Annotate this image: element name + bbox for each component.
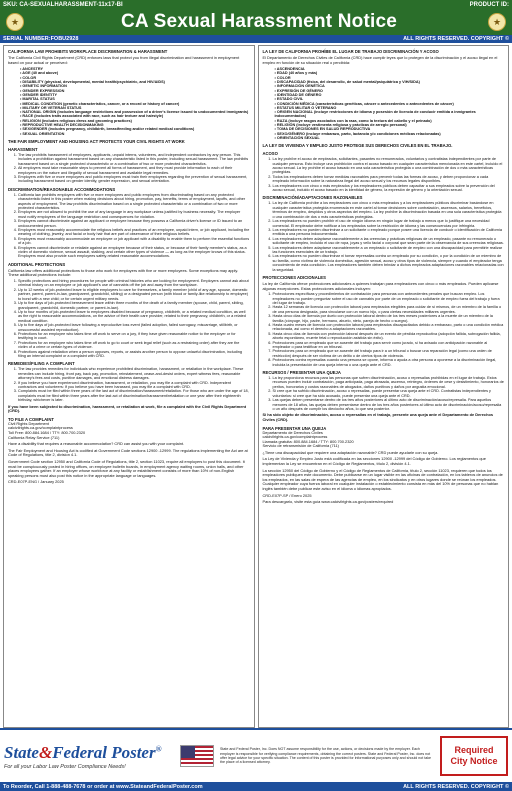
protected-basis-item: • MARITAL STATUS [20,97,250,101]
protected-basis-item: • IDENTIDAD DE GÉNERO [275,93,505,97]
list-item: 3. Las quejas deben presentarse dentro de los tres años posteriores al último acto de discriminación/acoso/represalia. Para aquellos menores de 18 años, las quejas deben presentarse dentro de los tres años posteriores al último acto de discriminación/acoso/represalia o un año después de cumplir los dieciocho años, lo que sea posterior. [273,398,505,411]
poster-title: CA Sexual Harassment Notice [120,11,398,32]
contact-line: Civil Rights Department [8,420,49,426]
section-heading: LA LEY DE VIVIENDA Y EMPLEO JUSTO PROTEGE SUS DERECHOS CIVILES EN EL TRABAJO. [262,143,453,149]
reorder-bar [0,782,512,791]
section-heading: RECURSOS / PRESENTAR UNA QUEJA [262,370,341,376]
protections-intro: California law offers additional protections to those who work for employers with five or more employees. Some exceptions may apply. These additional protections include: [8,267,239,278]
list-item: 1. La ley de California prohíbe a los empleadores con cinco o más empleados y a los empleadores públicos discriminar basándose en cualquier característica protegida enumerada en este cartel al tomar decisiones sobre contratación, ascensos, salarios, beneficios, términos de empleo, despidos y otros aspectos del empleo. La ley prohíbe la discriminación basada en una sola característica protegida o una combinación de dos o más características protegidas. [273,201,505,219]
list-item: 2. Los empleadores no pueden prohibir el uso de ningún idioma en ningún lugar de trabajo a menos que lo justifique una necesidad comercial. El empleador debe notificar a los empleados sobre la restricción de idioma y las consecuencias por infringirla. [273,219,505,228]
protected-basis-item: • COLOR [20,76,250,80]
list-item: 7. Protecciones para un empleado que se ausente del trabajo para ir a un tribunal o buscar una reparación legal (como una orden de restricción) después de ser víctima de un delito o de ciertos tipos de violencia. [273,349,505,358]
section-heading: ADDITIONAL PROTECTIONS [8,261,66,267]
list-item: 6. Protections for an employee who takes time off work to serve on a jury, if they have given reasonable notice to the employer or for testifying in court. [18,332,250,341]
copyright-label: ALL RIGHTS RESERVED. COPYRIGHT © [403,36,509,42]
list-item: 2. If you believe you have experienced discrimination, harassment, or retaliation, you may file a complaint with CRD. Independent contractors and volunteers: If you believe you have been harassed, you may file a complaint with CRD. [18,381,250,390]
list-item: 2. Employers are not allowed to prohibit the use of any language in any workplace unless justified by business necessity. The employer must notify employees of the language restriction and consequences for violation. [18,210,250,219]
poster-body [3,45,509,728]
accommodation-text: Have a disability that requires a reasonable accommodation? CRD can assist you with your complaint. [8,441,185,447]
regulations-text: La Ley de Vivienda y Empleo Justo está codificada en las secciones 12900 -12999 del Código de Gobierno. Los reglamentos que implementan la Ley se encuentran en el Código de Reglamentos, título 2, división 4.1. [262,456,486,467]
poster-header [0,9,512,35]
logo-word: State [4,742,39,762]
top-info-bar [0,0,512,9]
protected-basis-item: • EDAD (40 años y más) [275,71,505,75]
list-item: 4. Employers must reasonably accommodate the religious beliefs and practices of an employee, unpaid intern, or job applicant, including the wearing of clothing, jewelry, and facial or body hair that are part of observance of their religious beliefs. [18,228,250,237]
section-heading: DISCRIMINATION/REASONABLE ACCOMMODATIONS [8,186,116,192]
section-heading: THE FAIR EMPLOYMENT AND HOUSING ACT PROTECTS YOUR CIVIL RIGHTS AT WORK [8,138,185,144]
protected-basis-item: • MILITARY OR VETERAN STATUS [20,106,250,110]
protected-basis-item: • SEXO/GÉNERO (incluye embarazo, parto, lactancia y/o condiciones médicas relacionadas) [275,132,505,136]
logo-word: Federal Poster [52,742,156,762]
intro-text: The California Civil Rights Department (CRD) enforces laws that protect you from illegal discrimination and harassment in employment based on your actual or perceived: [8,55,240,65]
badge-line: City Notice [450,756,498,766]
protected-basis-item: • EXPRESIÓN DE GÉNERO [275,89,505,93]
list-item: 3. Los empleadores no pueden discriminar a un solicitante o empleado porque posee una licencia de conducir o identificación de California emitida a una persona indocumentada. [273,228,505,237]
protected-basis-item: • ORIGEN NACIONAL (incluye restricciones de idioma y posesión de licencia de conducir emitida a inmigrantes indocumentados) [275,110,505,119]
list-item: 2. Up to 12 weeks of job-protected leave to eligible employees to care for themselves, a family member (child of any age, spouse, domestic partner, parent, parent-in-law, grandparent, grandchild, sibling) or a designated person (with blood or family-like relationship to employee) to bond with a new child; or for certain urgent military needs. [18,288,250,301]
us-flag-icon [180,745,214,767]
list-item: 7. Protections for an employee who takes time off work to go to court or seek legal relief (such as a restraining order) after they are the victim of a crime or certain types of violence. [18,341,250,350]
protected-basis-item: • INFORMACIÓN GENÉTICA [275,84,505,88]
serial-bar [0,35,512,43]
contact-line: Departamento de Derechos Civiles [262,429,323,435]
form-code: CRD-E07P-SP / Enero 2025 [262,492,312,498]
section-heading: DISCRIMINACIÓN/ADAPTACIONES RAZONABLES [262,195,363,201]
list-item: 4. Los empleadores deben adaptarse razonablemente a las creencias y prácticas religiosas de un empleado, pasante no remunerado o solicitante de empleo, incluido el uso de ropa, joyas y vello facial o corporal que sean parte de la observancia de sus creencias religiosas. [273,237,505,246]
harassment-list [273,157,505,192]
protected-basis-item: • RELIGIÓN (incluye vestimenta religiosa y prácticas de arreglo personal) [275,123,505,127]
protected-basis-item: • RACE (includes traits associated with race, such as hair texture and hairstyle) [20,114,250,118]
protected-basis-item: • MEDICAL CONDITION (genetic characteristics, cancer, or a record or history of cancer) [20,102,250,106]
list-item: 1. Specific protections and hiring procedures for people with criminal histories who are looking for employment. Employers cannot ask about criminal history on an employee or job applicant's use of cannabis off the job and away from the workplace. [18,279,250,288]
list-item: 3. Up to five days of job-protected bereavement leave within three months of the death of a family member (spouse, child, parent, sibling, grandparent, grandchild, domestic partner, or parent-in-law). [18,301,250,310]
protected-basis-item: • SEXUAL ORIENTATION [20,132,250,136]
list-item: 3. Hasta cinco días de licencia por duelo con protección laboral dentro de los tres meses posteriores a la muerte de un miembro de la familia (cónyuge, hijo, padre, hermano, abuelo, nieto, pareja de hecho o suegro). [273,314,505,323]
protected-basis-item: • COLOR [275,76,505,80]
section-heading: TO FILE A COMPLAINT [8,416,54,422]
list-item: 4. Hasta cuatro meses de licencia con protección laboral para empleados discapacitados debido a embarazo, parto o una condición médica relacionada, así como el derecho a adaptaciones razonables. [273,323,505,332]
protected-basis-item: • AGE (40 and above) [20,71,250,75]
remedies-list [18,367,250,402]
state-seal-icon: ★ [488,13,506,31]
download-link[interactable]: Para descargarlo, visite esta guía www.calcivilrights.ca.gov/posters/required [262,499,394,505]
spanish-column [258,45,510,728]
protected-basis-item: • DISABILITY (physical, developmental, mental health/psychiatric, and HIV/AIDS) [20,80,250,84]
poster-footer [0,728,512,782]
section-heading: HARASSMENT [8,146,38,152]
list-item: 5. Up to five days of job-protected leave following a reproductive loss event (failed adoption, failed surrogacy, miscarriage, stillbirth, or unsuccessful assisted reproduction). [18,323,250,332]
protected-bases-list [20,67,250,136]
registered-mark: ® [155,743,162,753]
state-seal-icon: ★ [6,13,24,31]
list-item: 5. Employers must reasonably accommodate an employee or job applicant with a disability to enable them to perform the essential functions of a job. [18,237,250,246]
protections-list [273,292,505,367]
complaint-callout: Si ha sido objeto de discriminación, acoso o represalias en el trabajo, presente una queja ante el Departamento de Derechos Civiles (CRD). [262,412,493,422]
badge-line: Required [454,745,494,755]
list-item: 3. Complaints must be filed within three years of the last act of discrimination/harassment/retaliation. For those who are under the age of 18, complaints must be filed within three years after the last act of discrimination/harassment/retaliation or one year after their eighteenth birthday, whichever is later. [18,389,250,402]
sku-label: SKU: CA-SEXUALHARASSMENT-11x17-BI [3,1,123,8]
regulations-text: The Fair Employment and Housing Act is codified at Government Code sections 12900 -12999. The regulations implementing the Act are at Code of Regulations, title 2, division 4.1. [8,447,248,458]
protected-basis-item: • ASCENDENCIA [275,67,505,71]
section-heading: LA LEY DE CALIFORNIA PROHÍBE EL LUGAR DE TRABAJO DISCRIMINACIÓN Y ACOSO [262,49,439,54]
protected-basis-item: • GENDER IDENTITY [20,93,250,97]
list-item: 6. Los empleadores no pueden discriminar ni tomar represalias contra un empleado por su condición, o por la condición de un miembro de su familia, como víctima de violencia doméstica, agresión sexual, acoso y otros tipos de violencia, siempre y cuando el empleador tenga conocimiento de esta condición. Los empleadores también deben brindar a dichos empleados adaptaciones razonables relacionadas con la seguridad. [273,254,505,272]
remedies-list [273,376,505,411]
list-item: 1. California law prohibits employers with five or more employees and public employers from discriminating based on any protected characteristic listed in this poster when making decisions about hiring, promotion, pay, benefits, terms of employment, layoffs, and other aspects of employment. The law prohibits discrimination based on a single protected characteristic or a combination of two or more protected characteristics. [18,193,250,211]
protected-basis-item: • GENETIC INFORMATION [20,84,250,88]
posting-requirement-text: La sección 12950 del Código de Gobierno y el Código de Reglamentos de California, título 2, sección 11023, requieren que todos los empleadores publiquen este documento. Debe publicarse en un lugar visible en las oficinas de contratación, en los tableros de anuncios de los empleados, en las salas de espera de las agencias de empleo, en los sindicatos y en otros lugares donde se reúnan los empleados. Cualquier empleador cuya fuerza laboral en cualquier instalación o establecimiento consista en más del 10% de personas que no hablan inglés también debe publicar este aviso en el idioma o idiomas apropiados. [262,467,503,492]
contact-line[interactable]: calcivilrights.ca.gov/complaintprocess [8,425,73,431]
disclaimer-text: State and Federal Poster, Inc. Does NOT assume responsibility for the use, actions, or decisions made by the employer. Each employer is responsible for verifying compliance requirements, obtaining the correct posters. State and Federal Poster, Inc. does not offer legal advice for your specific situation. The content of this poster is provided for informational purposes only and should not take the place of a licensed attorney. [220,747,432,765]
contact-line: Llamada gratuita: 800.884.1684 / TTY: 800.700.2320 [262,438,354,444]
discrimination-list [18,193,250,259]
list-item: 2. Hasta 12 semanas de licencia con protección laboral para empleados elegibles para cuidar de sí mismos, de un miembro de la familia o de una persona designada, para vincularse con un nuevo hijo, o para ciertas necesidades militares urgentes. [273,305,505,314]
protected-basis-item: • GENDER EXPRESSION [20,89,250,93]
contact-line: Servicio de retransmisión de California (711) [262,443,339,449]
protected-basis-item: • RELIGION (includes religious dress and grooming practices) [20,119,250,123]
protected-basis-item: • NATIONAL ORIGIN (includes language restrictions and possession of a driver's license issued to undocumented immigrants) [20,110,250,114]
list-item: 1. La ley prohíbe el acoso de empleados, solicitantes, pasantes no remunerados, voluntarios y contratistas independientes por parte de cualquier persona. Esto incluye una prohibición contra el acoso basado en cualquier característica mencionada en este cartel, incluido el acoso sexual. La ley prohíbe el acoso basado en una sola característica protegida o una combinación de dos o más características protegidas. [273,157,505,175]
section-heading: PARA PRESENTAR UNA QUEJA [262,425,327,431]
copyright-label: ALL RIGHTS RESERVED. COPYRIGHT © [403,783,509,790]
protected-basis-item: • CONDICIÓN MÉDICA (características genéticas, cáncer o antecedentes o antecedentes de cáncer) [275,102,505,106]
accommodation-text: ¿Tiene una discapacidad que requiere una adaptación razonable? CRD puede ayudarle con su queja. [262,449,439,455]
list-item: 3. Los empleadores con cinco o más empleados y los empleadores públicos deben capacitar a sus empleados sobre la prevención del acoso sexual, incluido el acoso basado en la identidad de género, la expresión de género y la orientación sexual. [273,184,505,193]
list-item: 3. Employers with five or more employees and public employers must train their employees regarding the prevention of sexual harassment, including harassment based on gender identity, gender expression, and sexual orientation. [18,175,250,184]
list-item: 4. Up to four months of job-protected leave to employees disabled because of pregnancy, childbirth, or a related medical condition, as well as the right to reasonable accommodations, on the advice of their health care provider, related to their pregnancy, childbirth, or a related medical condition. [18,310,250,323]
brand-logo [4,743,174,770]
list-item: 5. Los empleadores deben adaptarse razonablemente a un empleado o solicitante de empleo con una discapacidad para permitirle realizar las funciones esenciales de un trabajo. [273,246,505,255]
list-item: 3. Employers cannot discriminate against an applicant or employee because they possess a California driver's license or ID issued to an undocumented person. [18,219,250,228]
list-item: 1. La ley proporciona recursos para las personas que sufren discriminación, acoso o represalias prohibidas en el lugar de trabajo. Estos recursos pueden incluir contratación, paga anticipada, paga atrasada, ascenso, reintegro, órdenes de cese y desistimiento, honorarios de peritos, honorarios y costos razonables de abogados, daños punitivos y daños por angustia emocional. [273,376,505,389]
serial-number: SERIAL NUMBER:FOBU2928 [3,36,79,42]
contact-line[interactable]: calcivilrights.ca.gov/complaintprocess [262,434,328,440]
list-item: 6. Employers cannot discriminate or retaliate against an employee because of their status, or because of their family member's status, as a victim of domestic violence, sexual assault, stalking, and certain other types of violence — as long as the employer knows of this status. Employers must also provide such employees safety-related reasonable accommodations. [18,246,250,259]
section-heading: ACOSO [262,151,278,157]
contact-line: California Relay Service (711) [8,434,60,440]
list-item: 8. Protections against retaliation when a person opposes, reports, or assists another person to oppose unlawful discrimination, including filing an internal complaint or a complaint with CRD. [18,350,250,359]
list-item: 2. All employers must take reasonable steps to prevent all forms of harassment, and they must provide information to each of their employees on the nature and illegality of sexual harassment and available legal remedies. [18,166,250,175]
protections-intro: La ley de California ofrece protecciones adicionales a quienes trabajan para empleadores con cinco o más empleados. Pueden aplicarse algunas excepciones. Estas protecciones adicionales incluyen: [262,280,499,291]
list-item: 1. The law prohibits harassment of employees, applicants, unpaid interns, volunteers, and independent contractors by any person. This includes a prohibition against harassment based on any characteristic listed in this poster, including sexual harassment. The law prohibits harassment based on a single protected characteristic or a combination of two or more protected characteristics. [18,153,250,166]
reorder-link[interactable]: To Reorder, Call 1-888-488-7678 or order at www.StateandFederalPoster.com [3,783,203,790]
contact-block [8,422,250,440]
list-item: 1. The law provides remedies for individuals who experience prohibited discrimination, harassment, or retaliation in the workplace. These remedies can include hiring, front pay, back pay, promotion, reinstatement, cease-and-desist orders, expert witness fees, reasonable attorney's fees and costs, punitive damages, and emotional distress damages. [18,367,250,380]
protected-basis-item: • RAZA (incluye rasgos asociados con la raza, como la textura del cabello y el peinado) [275,119,505,123]
list-item: 6. Protecciones para un empleado que se ausente del trabajo para servir como jurado, si ha avisado con anticipación razonable al empleador o para testificar en un tribunal. [273,341,505,350]
protected-basis-item: • TOMA DE DECISIONES EN SALUD REPRODUCTIVA [275,127,505,131]
form-code: CRD-E07P-ENG / January 2025 [8,479,64,485]
section-heading: PROTECCIONES ADICIONALES [262,274,326,280]
protected-basis-item: • ESTADO CIVIL [275,97,505,101]
protections-list [18,279,250,358]
list-item: 8. Protecciones contra represalias cuando una persona se opone, informa o ayuda a otra persona a oponerse a la discriminación ilegal, incluida la presentación de una queja interna o una queja ante el CRD. [273,358,505,367]
list-item: 5. Hasta cinco días de licencia con protección laboral después de un evento de pérdida reproductiva (adopción fallida, subrogación fallida, aborto espontáneo, muerte fetal o reproducción asistida sin éxito). [273,332,505,341]
protected-basis-item: • ANCESTRY [20,67,250,71]
section-heading: REMEDIES/FILING A COMPLAINT [8,361,75,367]
posting-requirement-text: Government Code section 12950 and California Code of Regulations, title 2, section 11023, require all employers to post this document. It must be conspicuously posted in hiring offices, on employee bulletin boards, in employment agency waiting rooms, union halls, and other places employees gather. If an employer whose workforce at any facility or establishment consists of more than 10% of non-English speaking persons must also post this notice in the appropriate language or languages. [8,458,245,478]
list-item: 1. Protecciones específicas y procedimientos de contratación para personas con antecedentes penales que buscan empleo. Los empleadores no pueden preguntar sobre el uso de cannabis por parte de un empleado o solicitante de empleo fuera del trabajo y fuera del lugar de trabajo. [273,292,505,305]
discrimination-list [273,201,505,272]
protected-basis-item: • DISCAPACIDAD (física, del desarrollo, de salud mental/psiquiátrica y VIH/SIDA) [275,80,505,84]
product-id-label: PRODUCT ID: [469,1,509,8]
protected-bases-list [275,67,505,140]
complaint-callout: If you have been subjected to discrimination, harassment, or retaliation at work, file a complaint with the Civil Rights Department (CRD). [8,403,247,414]
english-column [3,45,255,728]
protected-basis-item: • REPRODUCTIVE HEALTH DECISIONMAKING [20,123,250,127]
intro-text: El Departamento de Derechos Civiles de California (CRD) hace cumplir leyes que lo protegen de la discriminación y el acoso ilegal en el empleo en función de su situación real o percibida: [262,55,498,65]
protected-basis-item: • ESTATUS MILITAR O VETERANO [275,106,505,110]
brand-tagline: For all your Labor Law Poster Compliance Needs! [4,763,126,770]
list-item: 2. Si cree que ha sufrido discriminación, acoso o represalias, puede presentar una queja ante el CRD. Contratistas independientes y voluntarios: si cree que ha sido acosado, puede presentar una queja ante el CRD. [273,389,505,398]
protected-basis-item: • SEX/GENDER (includes pregnancy, childbirth, breastfeeding and/or related medical conditions) [20,127,250,131]
protected-basis-item: • ORIENTACIÓN SEXUAL [275,136,505,140]
harassment-list [18,153,250,184]
logo-ampersand: & [38,742,53,762]
contact-block [263,431,505,449]
required-city-notice-badge [440,736,508,776]
list-item: 2. Todos los empleadores deben tomar medidas razonables para prevenir todas las formas de acoso, y deben proporcionar a cada empleado información sobre la naturaleza ilegal del acoso sexual y los recursos legales disponibles. [273,175,505,184]
contact-line: Toll Free: 800.884.1684 / TTY: 800.700.2320 [8,430,86,435]
section-heading: CALIFORNIA LAW PROHIBITS WORKPLACE DISCRIMINATION & HARASSMENT [8,49,168,54]
